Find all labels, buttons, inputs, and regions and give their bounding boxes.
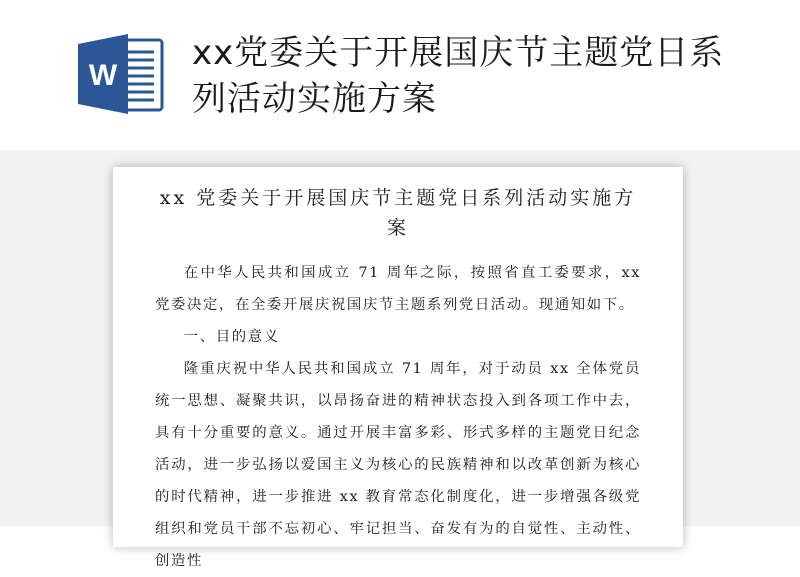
page-title: xx党委关于开展国庆节主题党日系列活动实施方案 xyxy=(192,33,725,119)
document-title: xx 党委关于开展国庆节主题党日系列活动实施方案 xyxy=(159,187,637,239)
word-icon-letter: W xyxy=(88,59,118,92)
paragraph-significance: 隆重庆祝中华人民共和国成立 71 周年，对于动员 xx 全体党员统一思想、凝聚共识，以昂扬奋进的精神状态投入到各项工作中去，具有十分重要的意义。通过开展丰富多彩、形式多样的主题党日纪念活动，进一步弘扬以爱国主义为核心的民族精神和以改革创新为核心的时代精神，进一步推进 xx 教育常态化制度化，进一步增强各级党组织和党员干部不忘初心、牢记担当、奋发有为的自觉性、主动性、创造性 xyxy=(155,361,641,569)
paragraph-intro: 在中华人民共和国成立 71 周年之际，按照省直工委要求，xx 党委决定，在全委开展庆祝国庆节主题系列党日活动。现通知如下。 xyxy=(155,265,641,313)
document-page xyxy=(113,167,683,569)
document-body xyxy=(155,257,641,577)
section-heading: 一、目的意义 xyxy=(183,329,280,345)
header-banner xyxy=(0,0,800,150)
word-app-icon xyxy=(74,32,166,116)
